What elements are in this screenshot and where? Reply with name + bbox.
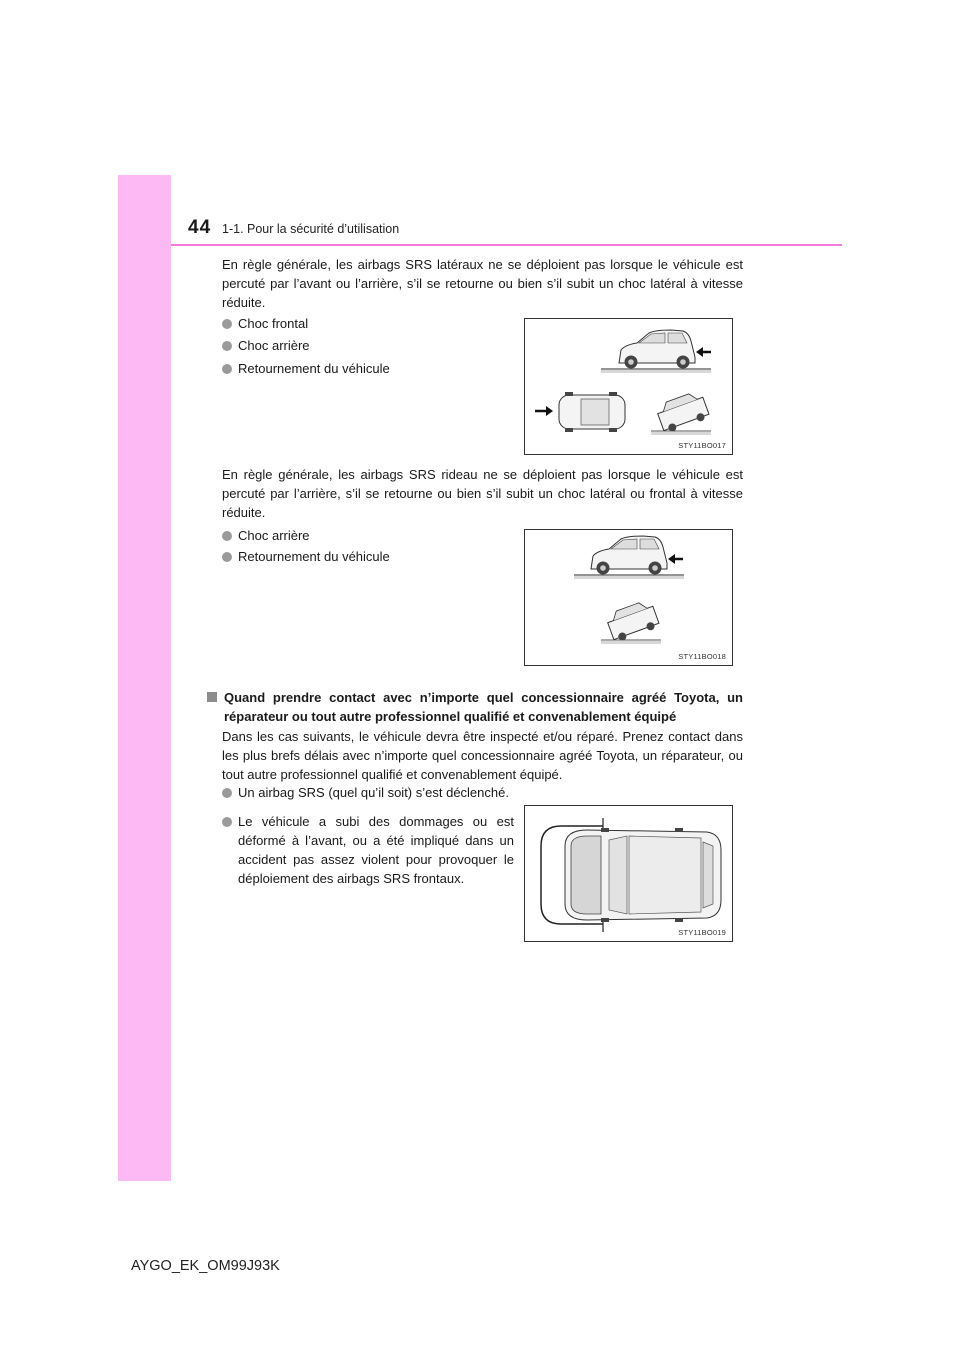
bullet-dot-icon [222,788,232,798]
figure-curtain-airbag-impacts [524,529,733,666]
bullet-front-damage [222,812,514,888]
bullet-frontal-impact [222,314,308,333]
bullet-dot-icon [222,531,232,541]
bullet-text: Retournement du véhicule [238,361,390,376]
figure-code: STY11BO019 [678,928,726,937]
bullet-airbag-deployed [222,783,743,802]
figure-side-airbag-impacts [524,318,733,455]
paragraph-inspection: Dans les cas suivants, le véhicule devra être inspecté et/ou réparé. Prenez contact dans les plus brefs délais avec n’importe quel concessionnaire agréé Toyota, un réparateur, ou tout autre professionnel qualifié et convenablement équipé. [222,729,743,782]
bullet-rollover [222,547,390,566]
document-code-footer: AYGO_EK_OM99J93K [131,1258,280,1274]
bullet-text: Le véhicule a subi des dommages ou est déformé à l’avant, ou a été impliqué dans un accident pas assez violent pour provoquer le déploiement des airbags SRS frontaux. [238,814,514,886]
page-number: 44 [188,217,212,238]
bullet-text: Un airbag SRS (quel qu’il soit) s’est déclenché. [238,785,509,800]
section-subheading [207,688,743,726]
bullet-rollover [222,359,390,378]
header-divider [171,244,842,246]
bullet-dot-icon [222,817,232,827]
figure-front-damage-area [524,805,733,942]
subheading-text: Quand prendre contact avec n’importe quel concessionnaire agréé Toyota, un réparateur ou tout autre professionnel qualifié et convenablement équipé [224,690,743,724]
bullet-dot-icon [222,319,232,329]
bullet-rear-impact [222,526,310,545]
bullet-dot-icon [222,552,232,562]
section-title: 1-1. Pour la sécurité d’utilisation [222,222,400,236]
bullet-text: Choc frontal [238,316,309,331]
bullet-dot-icon [222,341,232,351]
figure-code: STY11BO017 [678,441,726,450]
bullet-text: Choc arrière [238,338,310,353]
car-impact-illustration [525,530,734,667]
bullet-text: Retournement du véhicule [238,549,390,564]
bullet-dot-icon [222,364,232,374]
paragraph-curtain-airbags: En règle générale, les airbags SRS rideau ne se déploient pas lorsque le véhicule est percuté par l’arrière, s’il se retourne ou bien s’il subit un choc latéral ou frontal à vitesse réduite. [222,467,743,520]
square-bullet-icon [207,692,217,702]
bullet-text: Choc arrière [238,528,310,543]
car-top-view-illustration [525,806,734,943]
chapter-tab-bar [118,175,171,1181]
car-impact-illustration [525,319,734,456]
paragraph-side-airbags: En règle générale, les airbags SRS latéraux ne se déploient pas lorsque le véhicule est percuté par l’avant ou l’arrière, s’il se retourne ou bien s’il subit un choc latéral à vitesse réduite. [222,257,743,310]
figure-code: STY11BO018 [678,652,726,661]
bullet-rear-impact [222,336,310,355]
